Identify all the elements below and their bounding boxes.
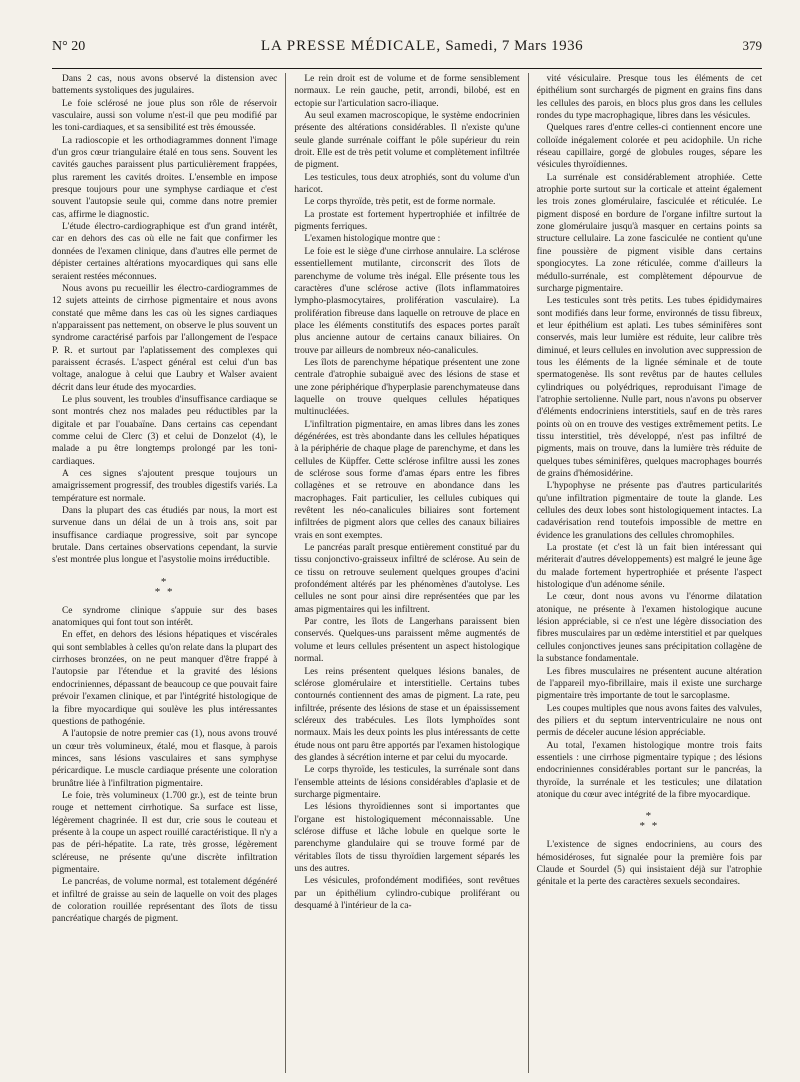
paragraph: La radioscopie et les orthodiagrammes donnent l'image d'un gros cœur triangulaire étalé en tous sens. Souvent les cavités gauches paraissent plus particulièrement frappées, plus rarement les cavités droites. L'ensemble en impose presque toujours pour une symphyse cardiaque et c'est souvent l'autopsie seule qui, comme dans notre premier cas, affirme le diagnostic. [52,135,278,220]
paragraph: Le cœur, dont nous avons vu l'énorme dilatation atonique, ne présente à l'examen histologique aucune lésion appréciable, si ce n'est une légère dissociation des fibres musculaires par un œdème interstitiel et par quelques cellules conjonctives jeunes sans précipitation collagène de la substance fondamentale. [536,592,762,665]
running-title [142,38,702,55]
paragraph: Le pancréas, de volume normal, est totalement dégénéré et infiltré de graisse au sein de laquelle on voit des plages de coloration rouillée représentant des îlots de tissu pancréatique chargés de pigment. [52,877,278,925]
paragraph: L'examen histologique montre que : [304,234,441,245]
paragraph: L'infiltration pigmentaire, en amas libres dans les zones dégénérées, est très abondante dans les cellules hépatiques à la périphérie de chaque plage de parenchyme, et dans les cellules de Küpffer. Cette sclérose infiltre aussi les zones de sclérose sous forme d'amas épars entre les fibres collagènes et se retrouve en abondance dans les macrophages. Fait particulier, les cellules cubiques qui revêtent les néo-canalicules biliaires sont fortement infiltrées de pigment alors que celles des canaux biliaires vrais en sont exemptes. [294,419,520,541]
paragraph: La surrénale est considérablement atrophiée. Cette atrophie porte surtout sur la corticale et atteint également les trois zones glomérulaire, fasciculée et réticulée. Le pigment disposé en bordure de l'organe infiltre surtout la zone glomérulaire jusqu'à masquer en certains points sa structure cellulaire. La zone fasciculée ne contient qu'une fine poussière de pigment visible dans certains spongiocytes. La zone réticulée, comme d'ailleurs la médullo-surrénale, est complètement dépourvue de surcharge pigmentaire. [536,172,762,294]
page-header [52,38,762,68]
paragraph: La prostate (et c'est là un fait bien intéressant qui mériterait d'autres développements) est malgré le jeune âge du malade fortement hypertrophiée et présente l'aspect histologique d'un adénome sénile. [536,543,762,591]
paragraph: A ces signes s'ajoutent presque toujours un amaigrissement progressif, des troubles digestifs variés. La température est normale. [52,469,278,504]
paragraph: Le foie, très volumineux (1.700 gr.), est de teinte brun rouge et nettement cirrhotique. Sa surface est lisse, légèrement chagrinée. Il est dur, crie sous le couteau et présente à la coupe un aspect rouillé caractéristique. Il n'y a pas de péri-hépatite. La rate, très grosse, légèrement scléreuse, ne présente qu'une discrète infiltration pigmentaire. [52,790,278,875]
paragraph: L'étude électro-cardiographique est d'un grand intérêt, car en dehors des cas où elle ne fait que confirmer les données de l'examen clinique, dans d'autres elle permet de dépister certaines altérations myocardiques qui sans elle seraient restées méconnues. [52,222,278,282]
paragraph: Les testicules, tous deux atrophiés, sont du volume d'un haricot. [294,172,520,196]
section-divider-asterism: * * * [639,810,660,833]
paragraph: En effet, en dehors des lésions hépatiques et viscérales qui sont semblables à celles qu'on relate dans la plupart des cirrhoses bronzées, on ne peut manquer d'être frappé à l'autopsie par l'étendue et la gravité des lésions endocriniennes, dépassant de beaucoup ce que pouvait faire prévoir l'examen clinique, et par l'intégrité histologique de la fibre myocardique qui soulève les plus intéressantes questions de pathogénie. [52,630,278,727]
article-columns [52,73,762,1073]
page-number: 379 [742,38,762,53]
issue-date: Samedi, 7 Mars 1936 [445,38,584,54]
paragraph: Les fibres musculaires ne présentent aucune altération de l'appareil myo-fibrillaire, mais il existe une surcharge pigmentaire très importante de tout le sarcoplasme. [536,666,762,702]
section-divider-asterism: * * * [154,575,175,598]
paragraph: Les testicules sont très petits. Les tubes épididymaires sont modifiés dans leur forme, environnés de tissu fibreux, et leur épithélium est aplati. Les tubes séminifères sont conservés, mais leur lumière est réduite, leur calibre très diminué, et leurs cellules en involution avec suppression de tous les éléments de la lignée séminale et de toute spermatogenèse. Ils sont revêtus par de hautes cellules cylindriques ou polyédriques, reproduisant l'image de l'atrophie sertolienne. Nulle part, nous n'avons pu observer d'éléments endocriniens interstitiels, sauf en de très rares points où on en trouve des vestiges extrêmement petits. Le tissu interstitiel, très développé, n'est pas infiltré de pigments, mais on trouve, dans la lumière très réduite de quelques tubes séminifères, quelques macrophages bourrés de grains d'hémosidérine. [536,296,762,479]
paragraph: Le rein droit est de volume et de forme sensiblement normaux. Le rein gauche, petit, arrondi, bilobé, est en ectopie sur l'articulation sacro-iliaque. [294,74,520,109]
issue-number: N° 20 [52,39,86,54]
paragraph: Les vésicules, profondément modifiées, sont revêtues par un épithélium cylindro-cubique proliférant ou desquamé à l'intérieur de la ca- [294,876,520,912]
paragraph: Le pancréas paraît presque entièrement constitué par du tissu conjonctivo-graisseux infiltré de sclérose. Au sein de ce tissu on retrouve seulement quelques groupes d'acini profondément altérés par les phénomènes d'autolyse. Les cellules ne sont pour ainsi dire représentées que par les amas pigmentaires qui les infiltrent. [294,543,520,615]
paragraph: Dans 2 cas, nous avons observé la distension avec battements systoliques des jugulaires. [52,74,278,97]
paragraph: Par contre, les îlots de Langerhans paraissent bien conservés. Quelques-uns paraissent même augmentés de volume et leurs cellules présentent un aspect histologique normal. [294,617,520,665]
paragraph: vité vésiculaire. Presque tous les éléments de cet épithélium sont surchargés de pigment en grains fins dans les cellules des parois, en blocs plus gros dans les cellules rondes du type macrophagique, libres dans les vésicules. [536,74,762,122]
paragraph: Au total, l'examen histologique montre trois faits essentiels : une cirrhose pigmentaire typique ; des lésions endocriniennes considérables portant sur le pancréas, la thyroïde, la surrénale et les testicules; une dilatation atonique du cœur avec intégrité de la fibre myocardique. [536,740,762,800]
paragraph: Le plus souvent, les troubles d'insuffisance cardiaque se sont montrés chez nos malades peu réductibles par la digitale et par l'ouabaïne. Dans certains cas cependant comme celui de Clerc (3) et celui de Donzelot (4), le malade a pu être longtemps prolongé par les toni-cardiaques. [52,394,278,467]
column-3 [537,73,762,1073]
column-separator [528,73,529,1073]
paragraph: L'hypophyse ne présente pas d'autres particularités qu'une infiltration pigmentaire de toute la glande. Les cellules des deux lobes sont histologiquement intactes. La cadavérisation rend toutefois impossible de mettre en évidence les granulations des cellules chromophiles. [536,481,762,541]
journal-name: LA PRESSE MÉDICALE, [260,38,442,54]
column-separator [285,73,286,1073]
paragraph: Le foie sclérosé ne joue plus son rôle de réservoir vasculaire, aussi son volume n'est-il que peu modifié par les toni-cardiaques, et sa sensibilité est très émoussée. [52,98,278,134]
paragraph: La prostate est fortement hypertrophiée et infiltrée de pigments ferriques. [294,209,520,233]
paragraph: Les lésions thyroïdiennes sont si importantes que l'organe est histologiquement méconnaissable. Une sclérose diffuse et lâche lobule en quelque sorte le parenchyme glandulaire qui se trouve formé par de véritables îlots de tissu thyroïdien largement séparés les uns des autres. [294,802,520,874]
paragraph: L'existence de signes endocriniens, au cours des hémosidéroses, fut signalée pour la première fois par Claude et Sourdel (5) qui insistaient déjà sur l'atrophie génitale et la perte des caractères sexuels secondaires. [536,840,762,888]
paragraph: Les îlots de parenchyme hépatique présentent une zone centrale d'atrophie subaiguë avec des lésions de stase et une zone périphérique d'hyperplasie parenchymateuse dans laquelle on trouve quelques cellules hépatiques multinucléées. [294,357,520,418]
paragraph: Le foie est le siège d'une cirrhose annulaire. La sclérose essentiellement mutilante, circonscrit des îlots de parenchyme de volume très inégal. Elle présente tous les caractères d'une sclérose active (îlots inflammatoires lympho-plasmocytaires, prolifération vasculaire). La prolifération fibreuse dans laquelle on retrouve de place en place les éléments constitutifs des espaces portes paraît plus ancienne autour de certains canaux biliaires. On trouve par ailleurs de nombreux néo-canalicules. [294,246,520,356]
paragraph: Ce syndrome clinique s'appuie sur des bases anatomiques qui font tout son intérêt. [52,605,278,629]
paragraph: A l'autopsie de notre premier cas (1), nous avons trouvé un cœur très volumineux, étalé, mou et flasque, à parois minces, sans lésions vasculaires et sans symphyse péricardique. Le muscle cardiaque présente une coloration brunâtre liée à l'infiltration pigmentaire. [52,729,278,789]
header-rule [52,68,762,69]
paragraph: Les coupes multiples que nous avons faites des valvules, des piliers et du septum interventriculaire ne nous ont permis de déceler aucune lésion appréciable. [536,703,762,739]
paragraph: Le corps thyroïde, les testicules, la surrénale sont dans l'ensemble atteints de lésions considérables d'aplasie et de surcharge pigmentaire. [294,765,520,800]
paragraph: Les reins présentent quelques lésions banales, de sclérose glomérulaire et interstitielle. Certains tubes contournés contiennent des amas de pigment. La rate, peu infiltrée, présente des lésions de stase et un épaississement scléreux des trabécules. Les îlots lymphoïdes sont normaux. Mais les deux points les plus intéressants de cette étude nous ont paru être apportés par l'examen histologique des glandes à sécrétion interne et par celui du myocarde. [294,666,520,763]
paragraph: Le corps thyroïde, très petit, est de forme normale. [304,197,496,208]
paragraph: Dans la plupart des cas étudiés par nous, la mort est survenue dans un délai de un à trois ans, soit par insuffisance cardiaque progressive, soit par syncope brutale. Dans certaines observations cependant, la survie s'est montrée plus longue et l'asystolie moins irréductible. [52,506,278,566]
paragraph: Nous avons pu recueillir les électro-cardiogrammes de 12 sujets atteints de cirrhose pigmentaire et nous avons constaté que même dans les cas où les signes cardiaques n'apparaissent pas nettement, on observe le plus souvent un syndrome caractérisé parfois par l'allongement de l'espace P. R. et surtout par l'aplatissement des complexes qui paraissent écrasés. L'aspect général est celui d'un bas voltage, analogue à celui que Laubry et Walser avaient décrit dans leur étude des myocardies. [52,283,278,393]
paragraph: Au seul examen macroscopique, le système endocrinien présente des altérations considérables. Il n'existe qu'une seule glande surrénale coiffant le pôle supérieur du rein droit. Elle est de très petit volume et complètement infiltrée de pigment. [294,111,520,171]
paragraph: Quelques rares d'entre celles-ci contiennent encore une colloïde inégalement colorée et peu acidophile. Un riche réseau capillaire, gorgé de globules rouges, sépare les vésicules thyroïdiennes. [536,123,762,171]
column-1 [52,73,277,1073]
column-2 [294,73,519,1073]
